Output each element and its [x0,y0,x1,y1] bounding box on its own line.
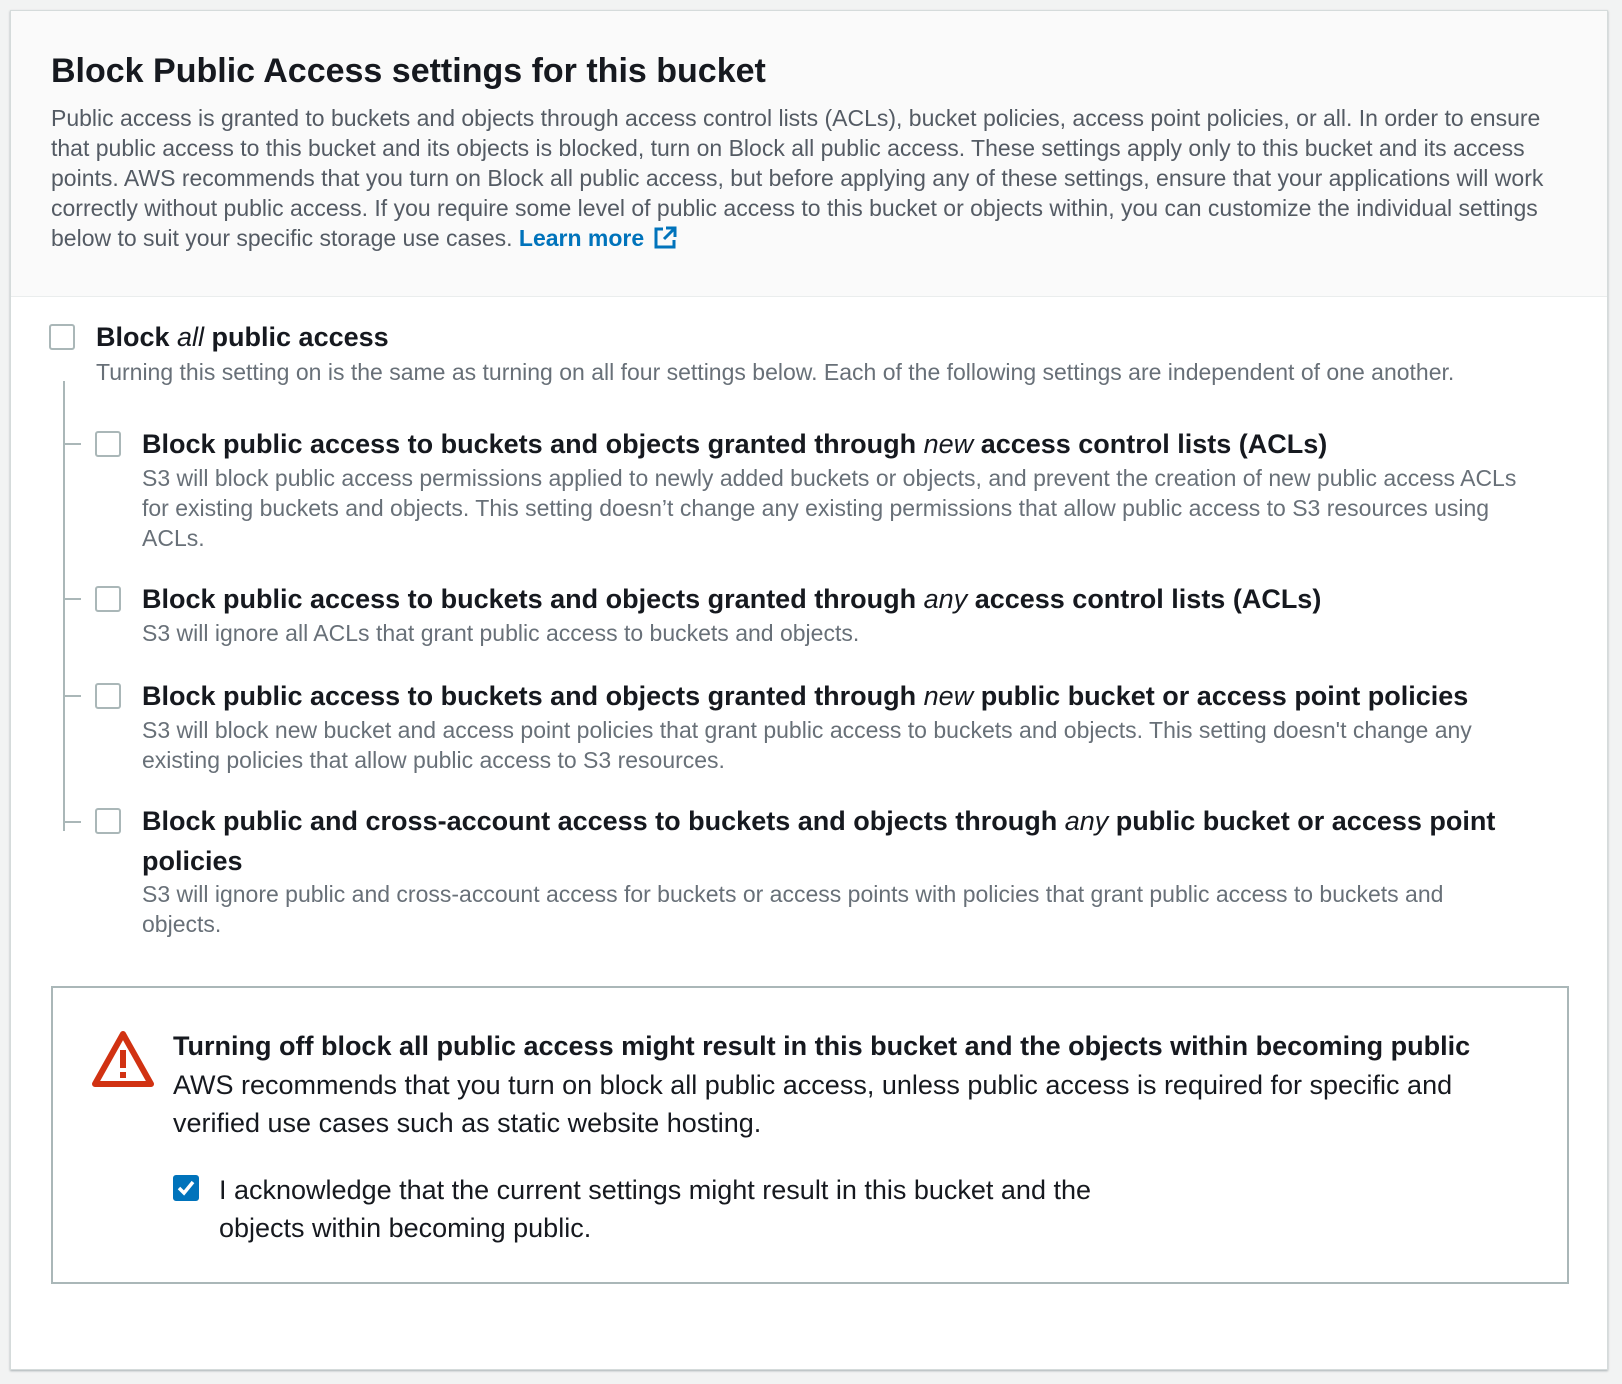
tree-branch [63,695,81,697]
learn-more-link[interactable]: Learn more [519,225,678,251]
block-new-policies-description: S3 will block new bucket and access point policies that grant public access to buckets and objects. This setting doesn't change any existing policies that allow public access to S3 resources. [142,717,1472,773]
block-any-policies-checkbox[interactable] [95,808,121,834]
acknowledge-label[interactable]: I acknowledge that the current settings might result in this bucket and the objects within becoming public. [219,1175,1091,1243]
tree-connector [63,381,65,831]
warning-triangle-icon [91,1030,155,1093]
tree-branch [63,443,81,445]
block-all-checkbox[interactable] [49,324,75,350]
block-any-policies-title: Block public and cross-account access to buckets and objects through any public bucket or access point policies [142,806,1496,876]
panel-header [11,11,1607,297]
acknowledge-checkbox[interactable] [173,1175,199,1201]
block-any-acls-checkbox[interactable] [95,586,121,612]
tree-branch [63,598,81,600]
panel-title: Block Public Access settings for this bucket [51,52,766,90]
block-all-title: Block all public access [96,322,389,352]
block-any-acls-title: Block public access to buckets and objects granted through any access control lists (ACLs) [142,584,1322,614]
block-any-acls-description: S3 will ignore all ACLs that grant public access to buckets and objects. [142,620,860,646]
block-all-description: Turning this setting on is the same as turning on all four settings below. Each of the following settings are independent of one another. [96,359,1455,385]
block-any-policies-description: S3 will ignore public and cross-account access for buckets or access points with policies that grant public access to buckets and objects. [142,881,1444,937]
warning-body: AWS recommends that you turn on block all public access, unless public access is required for specific and verified use cases such as static website hosting. [173,1070,1453,1138]
warning-alert [51,986,1569,1284]
block-new-acls-checkbox[interactable] [95,431,121,457]
block-new-policies-checkbox[interactable] [95,683,121,709]
tree-branch [63,821,81,823]
warning-title: Turning off block all public access might result in this bucket and the objects within becoming public [173,1031,1471,1061]
block-new-policies-title: Block public access to buckets and objects granted through new public bucket or access point policies [142,681,1469,711]
block-new-acls-description: S3 will block public access permissions applied to newly added buckets or objects, and prevent the creation of new public access ACLs for existing buckets and objects. This setting doesn’t change any existing permissions that allow public access to S3 resources using ACLs. [142,465,1517,551]
panel-description: Public access is granted to buckets and objects through access control lists (ACLs), bucket policies, access point policies, or all. In order to ensure that public access to this bucket and its objects is blocked, turn on Block all public access. These settings apply only to this bucket and its access points. AWS recommends that you turn on Block all public access, but before applying any of these settings, ensure that your applications will work correctly without public access. If you require some level of public access to this bucket or objects within, you can customize the individual settings below to suit your specific storage use cases. Learn more [51,103,1567,258]
checkmark-icon [175,1177,197,1199]
block-public-access-panel [10,10,1608,1370]
external-link-icon [652,225,678,258]
block-new-acls-title: Block public access to buckets and objects granted through new access control lists (ACLs) [142,429,1328,459]
